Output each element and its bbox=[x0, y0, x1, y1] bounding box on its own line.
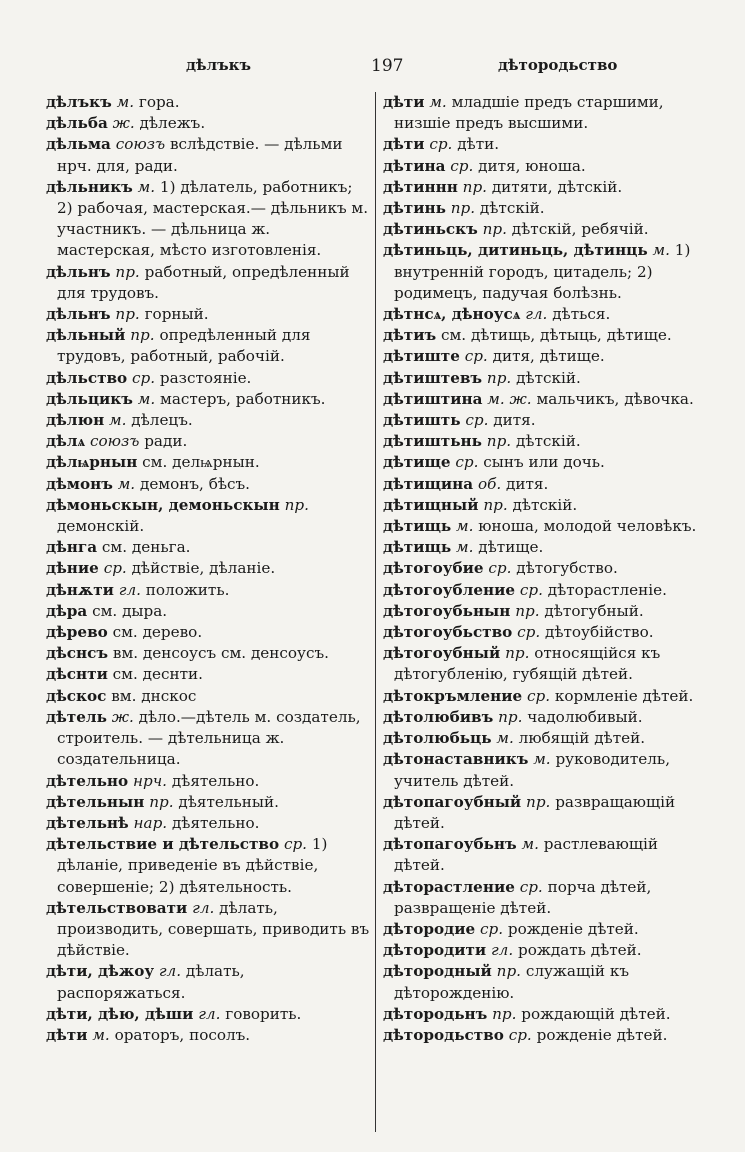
entry-grammar-label: м. bbox=[429, 93, 447, 111]
dictionary-entry bbox=[46, 389, 371, 410]
dictionary-entry bbox=[46, 134, 371, 176]
entry-headword: дѣтищь bbox=[383, 538, 452, 557]
entry-definition: мастеръ, работникъ. bbox=[160, 389, 326, 408]
entry-headword: дѣти, дѣжоу bbox=[46, 962, 155, 981]
entry-headword: дѣтищина bbox=[383, 474, 474, 493]
entry-headword: дѣнѫти bbox=[46, 580, 114, 599]
entry-definition: рожденіе дѣтей. bbox=[536, 1025, 668, 1044]
entry-definition: см. дѣтищь, дѣтыць, дѣтище. bbox=[440, 326, 672, 345]
entry-grammar-label: ср. bbox=[465, 411, 489, 430]
dictionary-entry bbox=[46, 92, 371, 113]
dictionary-entry bbox=[383, 1004, 708, 1025]
dictionary-entry bbox=[383, 495, 708, 516]
entry-grammar-label: пр. bbox=[496, 962, 521, 981]
entry-headword: дѣтиштьнь bbox=[383, 432, 482, 451]
entry-headword: дѣльникъ bbox=[46, 177, 133, 196]
dictionary-entry bbox=[46, 686, 371, 707]
entry-definition: ради. bbox=[144, 432, 188, 451]
entry-definition: 1) дѣланіе, приведеніе въ дѣйствіе, совершеніе; 2) дѣятельность. bbox=[57, 835, 328, 896]
entry-definition: рождающій дѣтей. bbox=[521, 1004, 671, 1023]
dictionary-entry bbox=[383, 643, 708, 685]
entry-headword: дѣльнъ bbox=[46, 262, 111, 281]
dictionary-entry bbox=[383, 728, 708, 749]
entry-definition: дѣлать, распоряжаться. bbox=[57, 962, 245, 1002]
entry-headword: дѣтинь bbox=[383, 199, 446, 218]
entry-headword: дѣтогоубьство bbox=[383, 623, 513, 642]
entry-headword: дѣтолюбьць bbox=[383, 729, 492, 748]
entry-grammar-label: пр. bbox=[515, 601, 540, 620]
header-left-guideword: дѣлъкъ bbox=[186, 56, 251, 74]
entry-grammar-label: ср. bbox=[450, 156, 474, 175]
entry-headword: дѣльма bbox=[46, 135, 111, 154]
entry-grammar-label: ср. bbox=[429, 135, 453, 154]
entry-definition: дѣторастленіе. bbox=[547, 580, 667, 599]
entry-headword: дѣтонаставникъ bbox=[383, 750, 529, 769]
entry-grammar-label: ср. bbox=[103, 559, 127, 578]
entry-definition: руководитель, учитель дѣтей. bbox=[394, 750, 671, 790]
entry-grammar-label: пр. bbox=[462, 177, 487, 196]
dictionary-entry bbox=[46, 431, 371, 452]
entry-definition: дѣтскій. bbox=[479, 199, 545, 218]
entry-definition: гора. bbox=[138, 93, 180, 111]
entry-grammar-label: ср. bbox=[519, 877, 543, 896]
entry-definition: вм. днскос bbox=[111, 686, 197, 705]
dictionary-entry bbox=[383, 156, 708, 177]
entry-headword: дѣтогоубьнын bbox=[383, 601, 511, 620]
entry-definition: дѣтскій. bbox=[515, 432, 581, 451]
entry-grammar-label: м. bbox=[137, 177, 156, 196]
entry-definition: см. делѩрнын. bbox=[142, 453, 260, 472]
entry-headword: дѣнга bbox=[46, 538, 98, 557]
entry-definition: рожденіе дѣтей. bbox=[507, 919, 639, 938]
dictionary-entry bbox=[46, 813, 371, 834]
entry-headword: дѣтиньць, дитиньць, дѣтинць bbox=[383, 241, 648, 260]
entry-headword: дѣтищь bbox=[383, 517, 452, 536]
dictionary-entry bbox=[46, 834, 371, 898]
entry-headword: дѣтиштина bbox=[383, 389, 483, 408]
entry-definition: порча дѣтей, развращеніе дѣтей. bbox=[394, 877, 652, 917]
dictionary-entry bbox=[46, 622, 371, 643]
dictionary-entry bbox=[383, 919, 708, 940]
entry-grammar-label: гл. bbox=[525, 305, 548, 324]
dictionary-entry bbox=[383, 622, 708, 643]
dictionary-entry bbox=[46, 495, 371, 537]
entry-definition: ораторъ, посолъ. bbox=[114, 1025, 251, 1044]
entry-definition: дѣтскій, ребячій. bbox=[511, 220, 649, 239]
entry-headword: дѣтородьнъ bbox=[383, 1004, 488, 1023]
entry-grammar-label: нар. bbox=[133, 813, 168, 832]
entry-definition: дѣтогубный. bbox=[544, 601, 644, 620]
entry-headword: дѣти, дѣю, дѣши bbox=[46, 1004, 194, 1023]
entry-definition: растлевающій дѣтей. bbox=[394, 835, 658, 875]
entry-grammar-label: м. bbox=[117, 474, 136, 493]
entry-headword: дѣтище bbox=[383, 453, 451, 472]
dictionary-entry bbox=[46, 262, 371, 304]
entry-grammar-label: ср. bbox=[479, 919, 504, 938]
entry-grammar-label: ср. bbox=[519, 580, 543, 599]
entry-grammar-label: м. bbox=[652, 241, 670, 260]
entry-headword: дѣтельствовати bbox=[46, 898, 188, 917]
entry-grammar-label: гл. bbox=[490, 941, 514, 960]
entry-headword: дѣти bbox=[46, 1025, 88, 1044]
entry-headword: дѣтиннн bbox=[383, 177, 458, 196]
entry-grammar-label: ср. bbox=[132, 368, 156, 387]
entry-headword: дѣтокръмлениe bbox=[383, 686, 523, 705]
dictionary-entry bbox=[383, 601, 708, 622]
dictionary-entry bbox=[383, 92, 708, 134]
entry-definition: дитяти, дѣтскій. bbox=[491, 177, 623, 196]
entry-headword: дѣтельнын bbox=[46, 792, 145, 811]
entry-headword: дѣра bbox=[46, 601, 88, 620]
entry-definition: кормленіе дѣтей. bbox=[554, 686, 694, 705]
entry-headword: дѣрево bbox=[46, 623, 108, 642]
entry-definition: дитя, юноша. bbox=[478, 156, 586, 175]
dictionary-entry bbox=[383, 474, 708, 495]
dictionary-entry bbox=[383, 389, 708, 410]
dictionary-entry bbox=[383, 240, 708, 304]
dictionary-entry bbox=[383, 940, 708, 961]
entry-headword: дѣлѩрнын bbox=[46, 453, 138, 472]
entry-definition: дѣятельно. bbox=[171, 771, 260, 790]
entry-headword: дѣтопагоубьнъ bbox=[383, 835, 517, 854]
entry-grammar-label: об. bbox=[477, 474, 502, 493]
right-column bbox=[383, 92, 708, 1046]
dictionary-entry bbox=[383, 431, 708, 452]
dictionary-entry bbox=[383, 325, 708, 346]
dictionary-entry bbox=[383, 749, 708, 791]
page-number: 197 bbox=[371, 56, 404, 76]
entry-headword: дѣтогоубный bbox=[383, 644, 501, 663]
entry-definition: вслѣдствіе. — дѣльми нрч. для, ради. bbox=[57, 135, 343, 175]
entry-grammar-label: пр. bbox=[115, 262, 140, 281]
entry-headword: дѣльный bbox=[46, 326, 126, 345]
column-divider bbox=[375, 92, 376, 1132]
entry-grammar-label: м. bbox=[456, 538, 474, 557]
entry-headword: дѣснти bbox=[46, 665, 108, 684]
dictionary-entry bbox=[46, 177, 371, 262]
entry-grammar-label: пр. bbox=[505, 644, 530, 663]
dictionary-entry bbox=[383, 452, 708, 473]
entry-headword: дѣскос bbox=[46, 686, 107, 705]
dictionary-entry bbox=[383, 134, 708, 155]
entry-definition: см. дыра. bbox=[92, 601, 168, 620]
dictionary-entry bbox=[46, 961, 371, 1003]
dictionary-entry bbox=[46, 771, 371, 792]
entry-headword: дѣлъкъ bbox=[46, 93, 112, 111]
entry-grammar-label: ср. bbox=[283, 835, 307, 854]
entry-grammar-label: м. bbox=[456, 517, 474, 536]
entry-grammar-label: ср. bbox=[517, 623, 541, 642]
entry-definition: дѣятельный. bbox=[178, 792, 279, 811]
entry-headword: дѣтнсѧ, дѣноусѧ bbox=[383, 305, 521, 324]
dictionary-entry bbox=[46, 537, 371, 558]
entry-headword: дѣтищный bbox=[383, 495, 479, 514]
entry-grammar-label: союзъ bbox=[115, 135, 166, 154]
entry-headword: дѣти bbox=[383, 135, 425, 154]
entry-grammar-label: пр. bbox=[486, 368, 512, 387]
dictionary-entry bbox=[383, 410, 708, 431]
dictionary-entry bbox=[383, 834, 708, 876]
dictionary-entry bbox=[383, 558, 708, 579]
dictionary-entry bbox=[383, 346, 708, 367]
entry-definition: относящійся къ дѣтогубленію, губящій дѣтей. bbox=[394, 644, 661, 684]
dictionary-entry bbox=[383, 580, 708, 601]
dictionary-entry bbox=[383, 219, 708, 240]
dictionary-entry bbox=[46, 1004, 371, 1025]
dictionary-entry bbox=[383, 877, 708, 919]
dictionary-entry bbox=[46, 792, 371, 813]
dictionary-entry bbox=[46, 580, 371, 601]
dictionary-entry bbox=[383, 792, 708, 834]
entry-grammar-label: пр. bbox=[482, 220, 507, 239]
dictionary-entry bbox=[46, 368, 371, 389]
entry-definition: сынъ или дочь. bbox=[483, 453, 605, 472]
entry-definition: дѣтскій. bbox=[512, 495, 578, 514]
entry-definition: разстояніе. bbox=[159, 368, 252, 387]
dictionary-entry bbox=[383, 686, 708, 707]
entry-definition: дѣти. bbox=[457, 135, 500, 154]
entry-headword: дѣмонъ bbox=[46, 474, 113, 493]
entry-headword: дѣние bbox=[46, 559, 99, 578]
dictionary-entry bbox=[46, 664, 371, 685]
entry-headword: дѣтельно bbox=[46, 771, 129, 790]
entry-definition: дѣло.—дѣтель м. создатель, строитель. — дѣтельница ж. создательница. bbox=[57, 707, 361, 769]
entry-grammar-label: гл. bbox=[118, 580, 141, 599]
entry-headword: дѣтиньскъ bbox=[383, 220, 478, 239]
dictionary-entry bbox=[46, 558, 371, 579]
entry-grammar-label: нрч. bbox=[132, 771, 167, 790]
entry-grammar-label: м. ж. bbox=[487, 389, 532, 408]
dictionary-entry bbox=[383, 368, 708, 389]
entry-headword: дѣтина bbox=[383, 156, 446, 175]
entry-definition: дитя. bbox=[493, 411, 536, 430]
entry-headword: дѣтородие bbox=[383, 919, 476, 938]
entry-definition: работный, опредѣленный для трудовъ. bbox=[57, 262, 350, 302]
dictionary-entry bbox=[46, 601, 371, 622]
entry-definition: дѣться. bbox=[552, 305, 611, 324]
dictionary-entry bbox=[46, 1025, 371, 1046]
entry-headword: дѣльнъ bbox=[46, 305, 111, 324]
entry-grammar-label: ср. bbox=[464, 347, 488, 366]
entry-definition: мальчикъ, дѣвочка. bbox=[536, 389, 694, 408]
entry-grammar-label: м. bbox=[521, 835, 539, 854]
entry-headword: дѣмоньскын, демоньскын bbox=[46, 495, 280, 514]
entry-grammar-label: м. bbox=[116, 93, 135, 111]
entry-headword: дѣснсъ bbox=[46, 644, 109, 663]
entry-headword: дѣтиъ bbox=[383, 326, 437, 345]
entry-headword: дѣлѧ bbox=[46, 432, 86, 451]
entry-definition: дитя. bbox=[506, 474, 549, 493]
running-head bbox=[46, 56, 706, 80]
entry-grammar-label: пр. bbox=[498, 707, 523, 726]
entry-headword: дѣлюн bbox=[46, 411, 105, 430]
entry-headword: дѣтолюбивъ bbox=[383, 707, 494, 726]
entry-headword: дѣтогоубие bbox=[383, 559, 484, 578]
entry-headword: дѣтишть bbox=[383, 411, 461, 430]
entry-headword: дѣтородити bbox=[383, 941, 487, 960]
entry-definition: дѣтскій. bbox=[516, 368, 581, 387]
entry-definition: горный. bbox=[144, 305, 209, 324]
left-column bbox=[46, 92, 371, 1046]
entry-definition: дѣтогубство. bbox=[516, 559, 618, 578]
entry-headword: дѣтель bbox=[46, 707, 107, 726]
entry-grammar-label: пр. bbox=[526, 792, 551, 811]
entry-headword: дѣтиште bbox=[383, 347, 460, 366]
entry-definition: см. деньга. bbox=[101, 538, 191, 557]
dictionary-entry bbox=[383, 198, 708, 219]
entry-definition: см. дерево. bbox=[112, 623, 203, 642]
dictionary-entry bbox=[383, 304, 708, 325]
dictionary-entry bbox=[46, 325, 371, 367]
entry-definition: дитя, дѣтище. bbox=[492, 347, 605, 366]
entry-grammar-label: пр. bbox=[486, 432, 512, 451]
header-right-guideword: дѣтородьство bbox=[498, 56, 618, 74]
entry-headword: дѣти bbox=[383, 93, 425, 111]
dictionary-entry bbox=[383, 516, 708, 537]
entry-grammar-label: пр. bbox=[483, 495, 508, 514]
dictionary-entry bbox=[383, 537, 708, 558]
entry-grammar-label: м. bbox=[92, 1025, 110, 1044]
entry-definition: дѣлежъ. bbox=[139, 114, 206, 133]
entry-definition: говорить. bbox=[225, 1004, 302, 1023]
entry-definition: 1) дѣлатель, работникъ; 2) рабочая, мастерская.— дѣльникъ м. участникъ. — дѣльница ж. мастерская, мѣсто изготовленія. bbox=[57, 177, 369, 260]
entry-definition: вм. денсоусъ см. денсоусъ. bbox=[112, 644, 329, 663]
dictionary-entry bbox=[46, 304, 371, 325]
entry-grammar-label: гл. bbox=[158, 962, 182, 981]
entry-grammar-label: ср. bbox=[455, 453, 479, 472]
entry-definition: положить. bbox=[145, 580, 230, 599]
entry-grammar-label: ср. bbox=[527, 686, 551, 705]
entry-headword: дѣтогоублениe bbox=[383, 580, 516, 599]
entry-definition: рождать дѣтей. bbox=[518, 941, 642, 960]
entry-definition: развращающій дѣтей. bbox=[394, 792, 676, 832]
dictionary-entry bbox=[46, 898, 371, 962]
dictionary-entry bbox=[383, 1025, 708, 1046]
entry-definition: юноша, молодой человѣкъ. bbox=[478, 517, 697, 536]
entry-definition: младшіе предъ старшими, низшіе предъ высшими. bbox=[394, 93, 664, 133]
dictionary-entry bbox=[46, 410, 371, 431]
entry-grammar-label: м. bbox=[533, 750, 551, 769]
entry-grammar-label: ср. bbox=[488, 559, 512, 578]
dictionary-entry bbox=[46, 474, 371, 495]
entry-headword: дѣтородьство bbox=[383, 1025, 504, 1044]
entry-definition: дѣятельно. bbox=[171, 813, 260, 832]
entry-headword: дѣтельствие и дѣтельство bbox=[46, 835, 280, 854]
entry-definition: дѣтоубійство. bbox=[545, 623, 654, 642]
entry-grammar-label: пр. bbox=[492, 1004, 517, 1023]
entry-definition: дѣтище. bbox=[478, 538, 544, 557]
entry-headword: дѣтопагоубный bbox=[383, 792, 522, 811]
entry-headword: дѣтородный bbox=[383, 962, 492, 981]
entry-definition: любящій дѣтей. bbox=[518, 729, 646, 748]
entry-headword: дѣторастлениe bbox=[383, 877, 515, 896]
entry-grammar-label: м. bbox=[137, 389, 156, 408]
entry-headword: дѣтельнѣ bbox=[46, 813, 129, 832]
entry-grammar-label: ж. bbox=[112, 114, 135, 133]
dictionary-entry bbox=[46, 707, 371, 771]
entry-definition: чадолюбивый. bbox=[527, 707, 643, 726]
dictionary-entry bbox=[383, 961, 708, 1003]
entry-grammar-label: пр. bbox=[115, 305, 140, 324]
entry-headword: дѣльба bbox=[46, 114, 108, 133]
entry-grammar-label: пр. bbox=[284, 495, 309, 514]
dictionary-entry bbox=[46, 643, 371, 664]
dictionary-entry bbox=[46, 452, 371, 473]
entry-headword: дѣльцикъ bbox=[46, 389, 133, 408]
entry-definition: 1) внутренній городъ, цитадель; 2) родимецъ, падучая болѣзнь. bbox=[394, 241, 691, 302]
entry-grammar-label: ср. bbox=[508, 1025, 532, 1044]
entry-headword: дѣльство bbox=[46, 368, 128, 387]
entry-grammar-label: пр. bbox=[130, 326, 155, 345]
entry-grammar-label: м. bbox=[496, 729, 514, 748]
entry-grammar-label: ж. bbox=[111, 707, 134, 726]
entry-definition: служащій къ дѣторожденію. bbox=[394, 962, 630, 1002]
entry-definition: дѣйствіе, дѣланіе. bbox=[131, 559, 276, 578]
dictionary-entry bbox=[383, 707, 708, 728]
entry-definition: дѣлецъ. bbox=[131, 411, 193, 430]
dictionary-entry bbox=[383, 177, 708, 198]
entry-headword: дѣтиштевъ bbox=[383, 368, 483, 387]
entry-grammar-label: гл. bbox=[192, 898, 215, 917]
entry-grammar-label: гл. bbox=[198, 1004, 221, 1023]
entry-definition: демонъ, бѣсъ. bbox=[139, 474, 251, 493]
entry-grammar-label: пр. bbox=[450, 199, 476, 218]
entry-grammar-label: м. bbox=[109, 411, 127, 430]
entry-definition: демонскій. bbox=[57, 517, 145, 536]
entry-definition: опредѣленный для трудовъ, работный, рабочій. bbox=[57, 326, 311, 366]
entry-definition: см. деснти. bbox=[112, 665, 203, 684]
entry-grammar-label: пр. bbox=[149, 792, 174, 811]
dictionary-entry bbox=[46, 113, 371, 134]
entry-definition: дѣлать, производить, совершать, приводить въ дѣйствіе. bbox=[57, 898, 370, 960]
entry-grammar-label: союзъ bbox=[89, 432, 140, 451]
